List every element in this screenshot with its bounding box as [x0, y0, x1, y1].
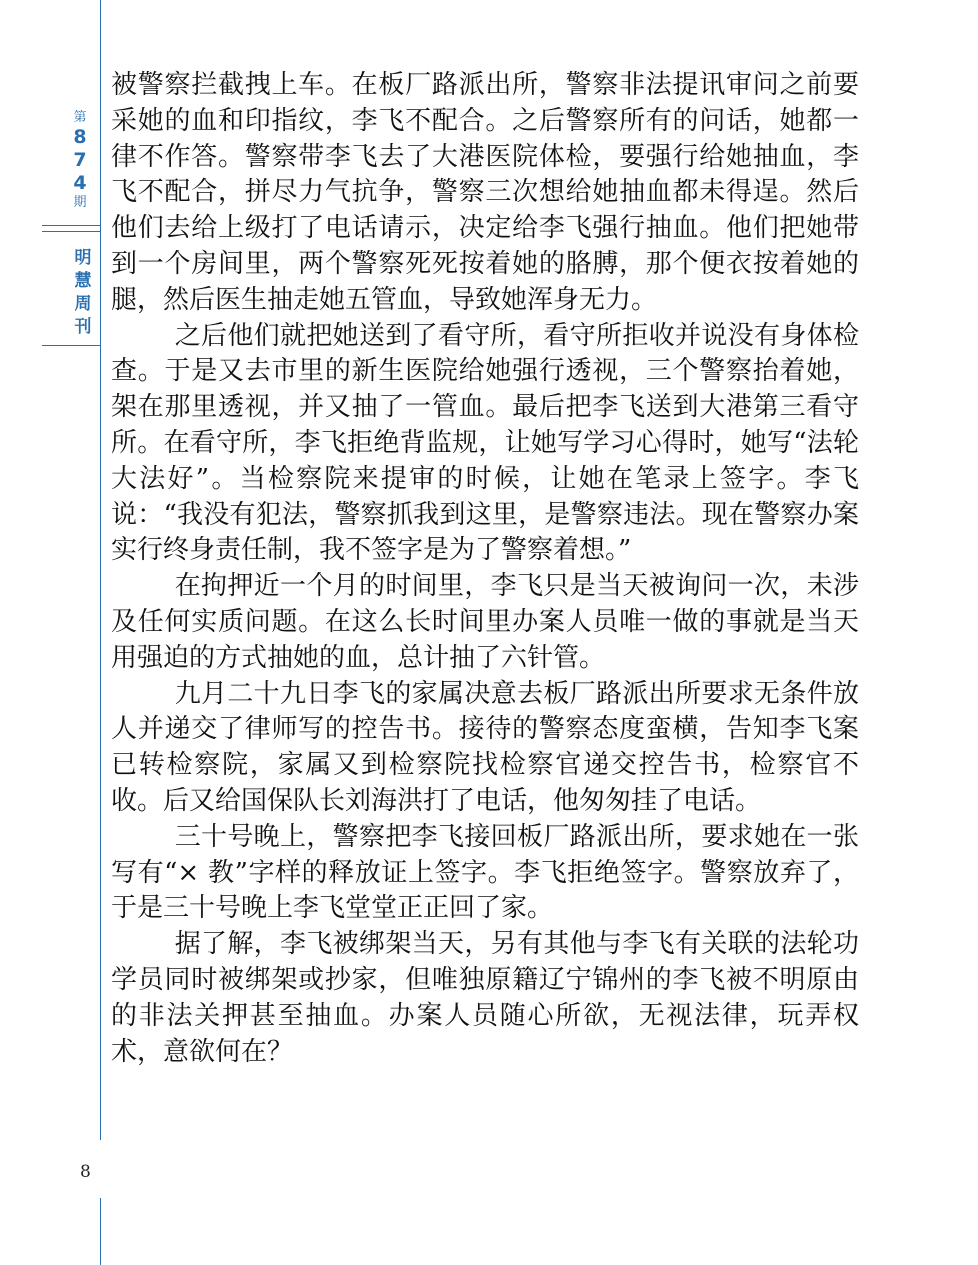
issue-number [60, 110, 100, 211]
publication-char: 慧 [74, 271, 92, 291]
publication-name [68, 247, 98, 339]
issue-digit: 4 [73, 172, 87, 194]
publication-char: 周 [74, 294, 92, 314]
paragraph: 九月二十九日李飞的家属决意去板厂路派出所要求无条件放人并递交了律师写的控告书。接待的警察态度蛮横，告知李飞案已转检察院，家属又到检察院找检察官递交控告书，检察官不收。后又给国保队长刘海洪打了电话，他匆匆挂了电话。 [111, 678, 859, 816]
issue-digit: 8 [73, 126, 87, 148]
divider [42, 345, 100, 346]
publication-char: 刊 [74, 317, 92, 337]
paragraph: 之后他们就把她送到了看守所，看守所拒收并说没有身体检查。于是又去市里的新生医院给她强行透视，三个警察抬着她，架在那里透视，并又抽了一管血。最后把李飞送到大港第三看守所。在看守所，李飞拒绝背监规，让她写学习心得时，她写“法轮大法好”。当检察院来提审的时候，让她在笔录上签字。李飞说：“我没有犯法，警察抓我到这里，是警察违法。现在警察办案实行终身责任制，我不签字是为了警察着想。” [111, 320, 859, 566]
article-body [111, 68, 859, 1070]
issue-suffix: 期 [73, 195, 87, 210]
issue-prefix: 第 [73, 110, 87, 125]
margin-rule-bottom [100, 1198, 101, 1265]
divider [42, 225, 100, 226]
margin-rule-top [100, 0, 101, 1140]
publication-char: 明 [74, 248, 92, 268]
divider [42, 231, 100, 232]
page-number: 8 [80, 1162, 91, 1182]
issue-digit: 7 [73, 149, 87, 171]
paragraph: 据了解，李飞被绑架当天，另有其他与李飞有关联的法轮功学员同时被绑架或抄家，但唯独原籍辽宁锦州的李飞被不明原由的非法关押甚至抽血。办案人员随心所欲，无视法律，玩弄权术，意欲何在？ [111, 929, 859, 1067]
paragraph: 被警察拦截拽上车。在板厂路派出所，警察非法提讯审问之前要采她的血和印指纹，李飞不配合。之后警察所有的问话，她都一律不作答。警察带李飞去了大港医院体检，要强行给她抽血，李飞不配合，拼尽力气抗争，警察三次想给她抽血都未得逞。然后他们去给上级打了电话请示，决定给李飞强行抽血。他们把她带到一个房间里，两个警察死死按着她的胳膊，那个便衣按着她的腿，然后医生抽走她五管血，导致她浑身无力。 [111, 70, 859, 315]
paragraph: 三十号晚上，警察把李飞接回板厂路派出所，要求她在一张写有“× 教”字样的释放证上签字。李飞拒绝签字。警察放弃了，于是三十号晚上李飞堂堂正正回了家。 [111, 821, 859, 924]
paragraph: 在拘押近一个月的时间里，李飞只是当天被询问一次，未涉及任何实质问题。在这么长时间里办案人员唯一做的事就是当天用强迫的方式抽她的血，总计抽了六针管。 [111, 571, 859, 673]
